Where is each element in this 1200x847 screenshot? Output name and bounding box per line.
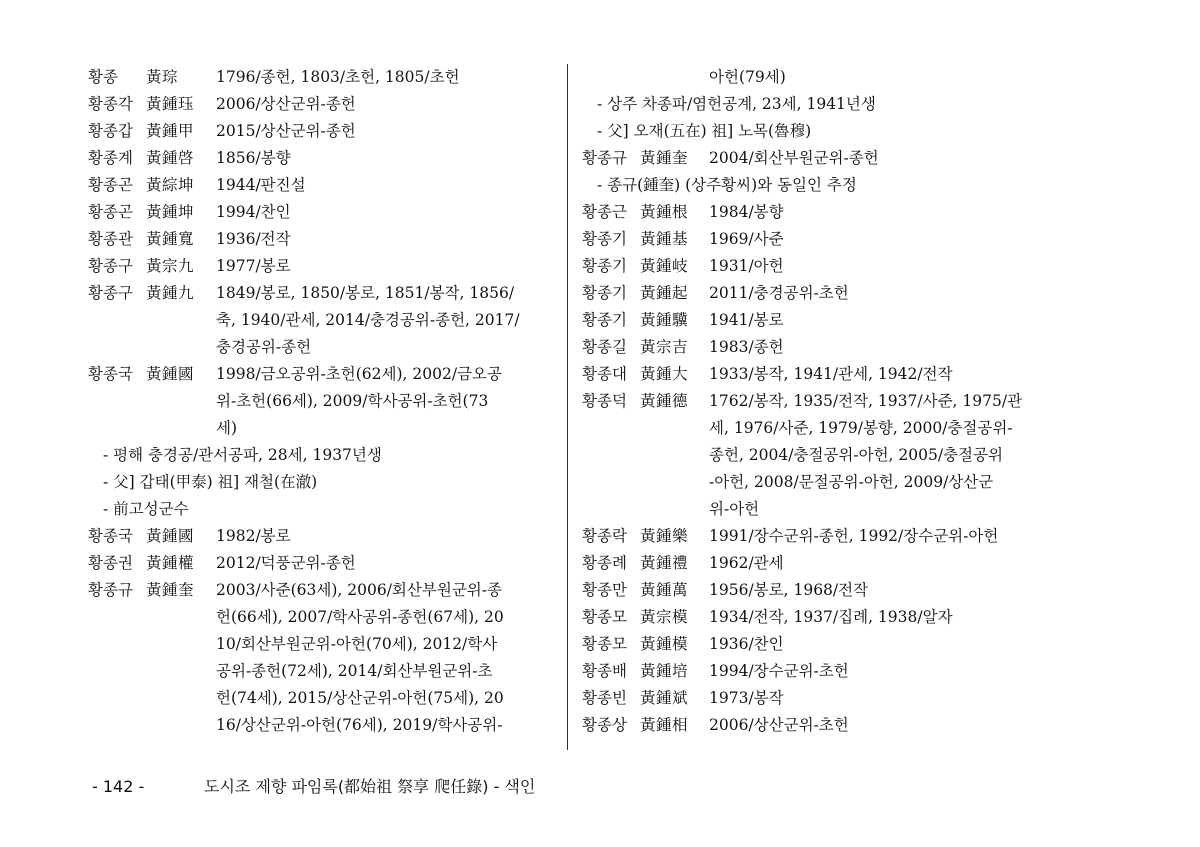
entry-record: 1982/봉로 — [216, 527, 291, 545]
entry-record-continuation: 세) — [216, 419, 238, 437]
index-entry — [88, 226, 554, 253]
entry-hanja: 黃鍾寬 — [146, 230, 195, 248]
index-entry — [582, 388, 1062, 415]
entry-name: 황종구 — [88, 257, 133, 275]
entry-name: 황종갑 — [88, 122, 133, 140]
index-entry — [88, 280, 554, 307]
entry-name: 황종각 — [88, 95, 133, 113]
index-entry — [582, 361, 1062, 388]
entry-name: 황종관 — [88, 230, 133, 248]
entry-note: - 종규(鍾奎) (상주황씨)와 동일인 추정 — [597, 176, 857, 194]
entry-note: - 前고성군수 — [103, 500, 189, 518]
entry-hanja: 黃綜坤 — [146, 176, 195, 194]
entry-hanja: 黃鍾國 — [146, 365, 195, 383]
entry-record: 2012/덕풍군위-종헌 — [216, 554, 356, 572]
entry-hanja: 黃鍾斌 — [640, 689, 689, 707]
entry-record: 1998/금오공위-초헌(62세), 2002/금오공 — [216, 365, 502, 383]
entry-record-continuation: 16/상산군위-아헌(76세), 2019/학사공위- — [216, 716, 503, 734]
entry-record-continuation: 헌(66세), 2007/학사공위-종헌(67세), 20 — [216, 608, 504, 626]
entry-name: 황종곤 — [88, 176, 133, 194]
entry-record: 1983/종헌 — [709, 338, 784, 356]
index-entry — [582, 658, 1062, 685]
entry-hanja: 黃鍾起 — [640, 284, 689, 302]
entry-record: 2006/상산군위-종헌 — [216, 95, 356, 113]
entry-name: 황종근 — [582, 203, 627, 221]
entry-name: 황종권 — [88, 554, 133, 572]
entry-record-continuation: 헌(74세), 2015/상산군위-아헌(75세), 20 — [216, 689, 504, 707]
entry-hanja: 黃鍾九 — [146, 284, 195, 302]
entry-name: 황종국 — [88, 365, 133, 383]
entry-record: 1994/장수군위-초헌 — [709, 662, 849, 680]
entry-hanja: 黃鍾岐 — [640, 257, 689, 275]
entry-hanja: 黃宗吉 — [640, 338, 689, 356]
entry-record-continuation: 위-아헌 — [709, 500, 760, 518]
index-entry — [582, 199, 1062, 226]
index-entry — [582, 577, 1062, 604]
entry-record: 1977/봉로 — [216, 257, 291, 275]
entry-note: - 父] 갑태(甲泰) 祖] 재철(在澈) — [103, 473, 318, 491]
entry-hanja: 黃鍾大 — [640, 365, 689, 383]
entry-record: 1933/봉작, 1941/관세, 1942/전작 — [709, 365, 953, 383]
entry-name: 황종락 — [582, 527, 627, 545]
entry-name: 황종례 — [582, 554, 627, 572]
entry-record: 1936/전작 — [216, 230, 291, 248]
entry-hanja: 黃鍾德 — [640, 392, 689, 410]
entry-name: 황종구 — [88, 284, 133, 302]
index-entry — [88, 361, 554, 388]
entry-name: 황종만 — [582, 581, 627, 599]
entry-hanja: 黃鍾啓 — [146, 149, 195, 167]
entry-name: 황종상 — [582, 716, 627, 734]
entry-hanja: 黃鍾基 — [640, 230, 689, 248]
entry-hanja: 黃鍾權 — [146, 554, 195, 572]
entry-record: 1962/관세 — [709, 554, 784, 572]
index-entry — [582, 712, 1062, 739]
entry-record: 1796/종헌, 1803/초헌, 1805/초헌 — [216, 68, 460, 86]
entry-hanja: 黃鍾坤 — [146, 203, 195, 221]
entry-note: - 평해 충경공/관서공파, 28세, 1937년생 — [103, 446, 382, 464]
index-entry — [582, 631, 1062, 658]
index-entry — [582, 523, 1062, 550]
entry-hanja: 黃鍾奎 — [640, 149, 689, 167]
entry-hanja: 黃宗九 — [146, 257, 195, 275]
entry-name: 황종규 — [582, 149, 627, 167]
index-entry — [88, 523, 554, 550]
entry-hanja: 黃鍾根 — [640, 203, 689, 221]
index-entry — [582, 307, 1062, 334]
index-entry — [88, 550, 554, 577]
index-entry — [582, 145, 1062, 172]
entry-record: 1762/봉작, 1935/전작, 1937/사준, 1975/관 — [709, 392, 1023, 410]
entry-hanja: 黃鍾國 — [146, 527, 195, 545]
index-entry — [88, 199, 554, 226]
entry-hanja: 黃鍾樂 — [640, 527, 689, 545]
entry-name: 황종곤 — [88, 203, 133, 221]
entry-record-continuation: 위-초헌(66세), 2009/학사공위-초헌(73 — [216, 392, 489, 410]
entry-hanja: 黃琮 — [146, 68, 179, 86]
entry-name: 황종빈 — [582, 689, 627, 707]
index-entry — [88, 577, 554, 604]
index-entry — [582, 280, 1062, 307]
entry-name: 황종대 — [582, 365, 627, 383]
entry-record: 2015/상산군위-종헌 — [216, 122, 356, 140]
entry-record: 1936/찬인 — [709, 635, 784, 653]
column-divider — [567, 64, 568, 750]
entry-name: 황종기 — [582, 284, 627, 302]
entry-name: 황종모 — [582, 608, 627, 626]
index-entry — [582, 226, 1062, 253]
entry-record: 1991/장수군위-종헌, 1992/장수군위-아헌 — [709, 527, 999, 545]
index-entry — [88, 91, 554, 118]
index-entry — [582, 550, 1062, 577]
index-entry — [88, 118, 554, 145]
index-column-right — [582, 64, 1062, 739]
entry-record-continuation: 종헌, 2004/충절공위-아헌, 2005/충절공위 — [709, 446, 1003, 464]
entry-record-continuation: 아헌(79세) — [709, 68, 786, 86]
entry-record: 2011/충경공위-초헌 — [709, 284, 849, 302]
entry-note: - 상주 차종파/염헌공계, 23세, 1941년생 — [597, 95, 876, 113]
entry-record-continuation: 축, 1940/관세, 2014/충경공위-종헌, 2017/ — [216, 311, 520, 329]
entry-record: 1856/봉향 — [216, 149, 291, 167]
entry-record-continuation: 공위-종헌(72세), 2014/회산부원군위-초 — [216, 662, 493, 680]
entry-hanja: 黃鍾奎 — [146, 581, 195, 599]
book-title: 도시조 제향 파임록(都始祖 祭享 爬任錄) - 색인 — [204, 777, 536, 796]
entry-name: 황종기 — [582, 257, 627, 275]
entry-name: 황종길 — [582, 338, 627, 356]
index-entry — [582, 685, 1062, 712]
entry-name: 황종 — [88, 68, 118, 86]
entry-note: - 父] 오재(五在) 祖] 노목(魯穆) — [597, 122, 812, 140]
index-entry — [88, 64, 554, 91]
entry-record-continuation: 세, 1976/사준, 1979/봉향, 2000/충절공위- — [709, 419, 1013, 437]
entry-record: 2004/회산부원군위-종헌 — [709, 149, 879, 167]
entry-hanja: 黃鍾禮 — [640, 554, 689, 572]
entry-record-continuation: 충경공위-종헌 — [216, 338, 312, 356]
entry-record: 1969/사준 — [709, 230, 784, 248]
index-entry — [582, 604, 1062, 631]
entry-hanja: 黃鍾模 — [640, 635, 689, 653]
entry-record: 1944/판진설 — [216, 176, 306, 194]
index-entry — [88, 172, 554, 199]
entry-record: 1973/봉작 — [709, 689, 784, 707]
index-entry — [88, 253, 554, 280]
entry-record: 1931/아헌 — [709, 257, 784, 275]
entry-record: 1849/봉로, 1850/봉로, 1851/봉작, 1856/ — [216, 284, 515, 302]
entry-name: 황종모 — [582, 635, 627, 653]
entry-name: 황종덕 — [582, 392, 627, 410]
entry-hanja: 黃宗模 — [640, 608, 689, 626]
index-entry — [582, 334, 1062, 361]
entry-record: 1934/전작, 1937/집례, 1938/알자 — [709, 608, 953, 626]
entry-record-continuation: -아헌, 2008/문절공위-아헌, 2009/상산군 — [709, 473, 994, 491]
entry-record: 1984/봉향 — [709, 203, 784, 221]
index-entry — [88, 145, 554, 172]
entry-name: 황종규 — [88, 581, 133, 599]
entry-record: 2006/상산군위-초헌 — [709, 716, 849, 734]
entry-record-continuation: 10/회산부원군위-아헌(70세), 2012/학사 — [216, 635, 498, 653]
entry-hanja: 黃鍾甲 — [146, 122, 195, 140]
entry-hanja: 黃鍾培 — [640, 662, 689, 680]
entry-name: 황종국 — [88, 527, 133, 545]
entry-name: 황종기 — [582, 230, 627, 248]
entry-hanja: 黃鍾驥 — [640, 311, 689, 329]
entry-record: 1941/봉로 — [709, 311, 784, 329]
entry-hanja: 黃鍾萬 — [640, 581, 689, 599]
entry-record: 1956/봉로, 1968/전작 — [709, 581, 869, 599]
index-column-left — [88, 64, 554, 739]
entry-name: 황종배 — [582, 662, 627, 680]
entry-name: 황종계 — [88, 149, 133, 167]
entry-name: 황종기 — [582, 311, 627, 329]
entry-record: 2003/사준(63세), 2006/회산부원군위-종 — [216, 581, 502, 599]
entry-record: 1994/찬인 — [216, 203, 291, 221]
page-number: - 142 - — [92, 777, 145, 796]
index-entry — [582, 253, 1062, 280]
entry-hanja: 黃鍾珏 — [146, 95, 195, 113]
entry-hanja: 黃鍾相 — [640, 716, 689, 734]
